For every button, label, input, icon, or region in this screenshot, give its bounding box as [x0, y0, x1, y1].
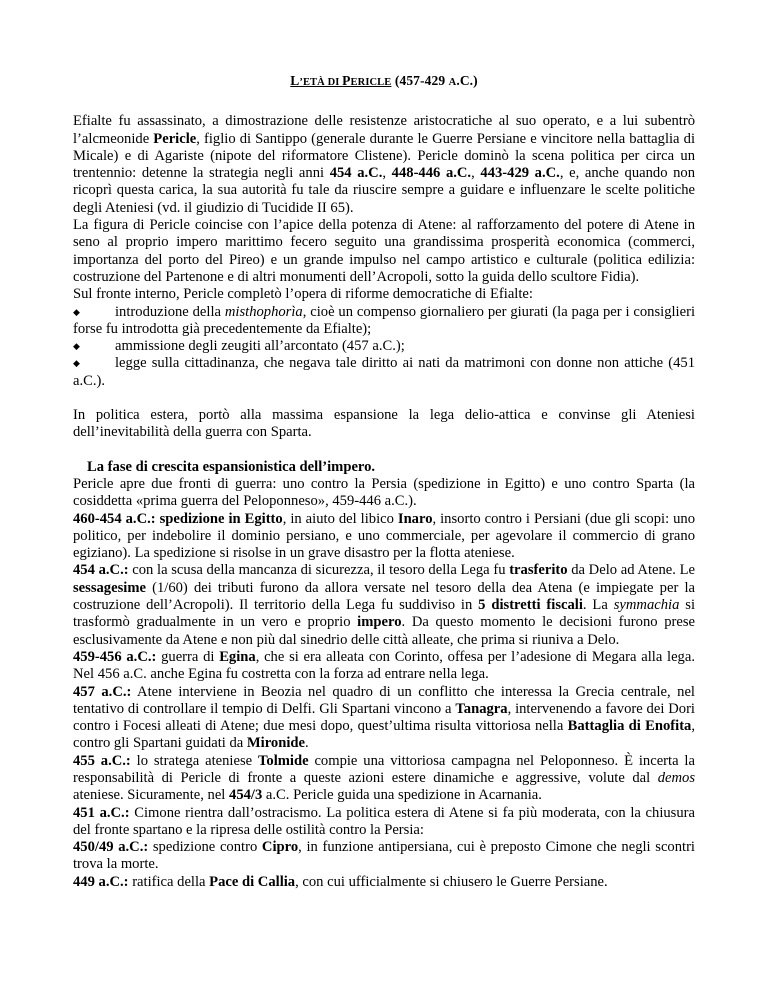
event-454: 454 a.C.: con la scusa della mancanza di sicurezza, il tesoro della Lega fu trasferito da Delo ad Atene. Le sessagesime (1/60) dei tributi furono da allora versate nel tesoro della dea Atena (e impiegate per la costruzione dell’Acropoli). Il territorio della Lega fu suddiviso in 5 distretti fiscali. La symmachia si trasformò gradualmente in un vero e proprio impero. Da questo momento le decisioni furono prese esclusivamente da Atene e non più dal sinedrio delle città alleate, che prima si riuniva a Delo. [73, 562, 696, 648]
section-heading: La fase di crescita espansionistica dell’impero. [87, 458, 376, 475]
intro-paragraph: Efialte fu assassinato, a dimostrazione delle resistenze aristocratiche al suo operato, e a lui subentrò l’alcmeonide Pericle, figlio di Santippo (generale durante le Guerre Persiane e vincitore nella battaglia di Micale) e di Agariste (nipote del riformatore Clistene). Pericle dominò la scena politica per circa un trentennio: detenne la strategia negli anni 454 a.C., 448-446 a.C., 443-429 a.C., e, anche quando non ricoprì questa carica, la sua autorità fu tale da riuscire sempre a guidare e influenzare le scelte politiche degli Ateniesi (vd. il giudizio di Tucidide II 65). [73, 113, 696, 216]
paragraph-apex: La figura di Pericle coincise con l’apice della potenza di Atene: al rafforzamento del potere di Atene in seno al proprio impero marittimo fecero seguito una grandissima prosperità economica (commerci, importanza del porto del Pireo) e un grande impulso nel campo artistico e culturale (politica edilizia: costruzione del Partenone e di altri monumenti dell’Acropoli, sotto la guida dello scultore Fidia). [73, 217, 695, 285]
paragraph-two-fronts: Pericle apre due fronti di guerra: uno contro la Persia (spedizione in Egitto) e uno contro Sparta (la cosiddetta «prima guerra del Peloponneso», 459-446 a.C.). [73, 475, 695, 510]
event-459-456: 459-456 a.C.: guerra di Egina, che si era alleata con Corinto, offesa per l’adesione di Megara alla lega. Nel 456 a.C. anche Egina fu costretta con la forza ad entrare nella lega. [73, 648, 695, 683]
paragraph-foreign-policy: In politica estera, portò alla massima espansione la lega delio-attica e convinse gli Ateniesi dell’inevitabilità della guerra con Sparta. [73, 407, 695, 441]
event-449: 449 a.C.: ratifica della Pace di Callia, con cui ufficialmente si chiusero le Guerre Persiane. [73, 873, 608, 890]
bullet-item-cittadinanza: ◆ legge sulla cittadinanza, che negava tale diritto ai nati da matrimoni con donne non attiche (451 a.C.). [73, 355, 695, 389]
document-page [73, 72, 695, 891]
event-457: 457 a.C.: Atene interviene in Beozia nel quadro di un conflitto che interessa la Grecia centrale, nel tentativo di controllare il tempio di Delfi. Gli Spartani vincono a Tanagra, intervenendo a favore dei Dori contro i Focesi alleati di Atene; due mesi dopo, quest’ultima risulta vittoriosa nella Battaglia di Enofita, contro gli Spartani guidati da Mironide. [73, 683, 696, 752]
paragraph-internal-reforms: Sul fronte interno, Pericle completò l’opera di riforme democratiche di Efialte: [73, 286, 533, 303]
bullet-item-zeugiti: ◆ ammissione degli zeugiti all’arcontato (457 a.C.); [73, 338, 405, 355]
page-title: L’ETÀ DI PERICLE (457-429 A.C.) [290, 73, 478, 88]
diamond-bullet-icon: ◆ [73, 358, 80, 369]
bullet-item-misthophoria: ◆ introduzione della misthophorìa, cioè un compenso giornaliero per giurati (la paga per i consiglieri forse fu introdotta già precedentemente da Efialte); [73, 303, 696, 337]
event-460-454: 460-454 a.C.: spedizione in Egitto, in aiuto del libico Inaro, insorto contro i Persiani (due gli scopi: uno politico, per indebolire il dominio persiano, e uno commerciale, per agevolare il commercio di grano egiziano). La spedizione si risolse in un grave disastro per la flotta ateniese. [73, 510, 695, 562]
event-450-49: 450/49 a.C.: spedizione contro Cipro, in funzione antipersiana, cui è preposto Cimone che negli scontri trova la morte. [73, 839, 695, 873]
diamond-bullet-icon: ◆ [73, 341, 80, 352]
diamond-bullet-icon: ◆ [73, 306, 80, 317]
event-451: 451 a.C.: Cimone rientra dall’ostracismo. La politica estera di Atene si fa più moderata, con la chiusura del fronte spartano e la ripresa delle ostilità contro la Persia: [73, 804, 695, 838]
event-455: 455 a.C.: lo stratega ateniese Tolmide compie una vittoriosa campagna nel Peloponneso. È incerta la responsabilità di Pericle di fronte a queste azioni estere dinamiche e aggressive, volute dal demos ateniese. Sicuramente, nel 454/3 a.C. Pericle guida una spedizione in Acarnania. [73, 752, 695, 804]
